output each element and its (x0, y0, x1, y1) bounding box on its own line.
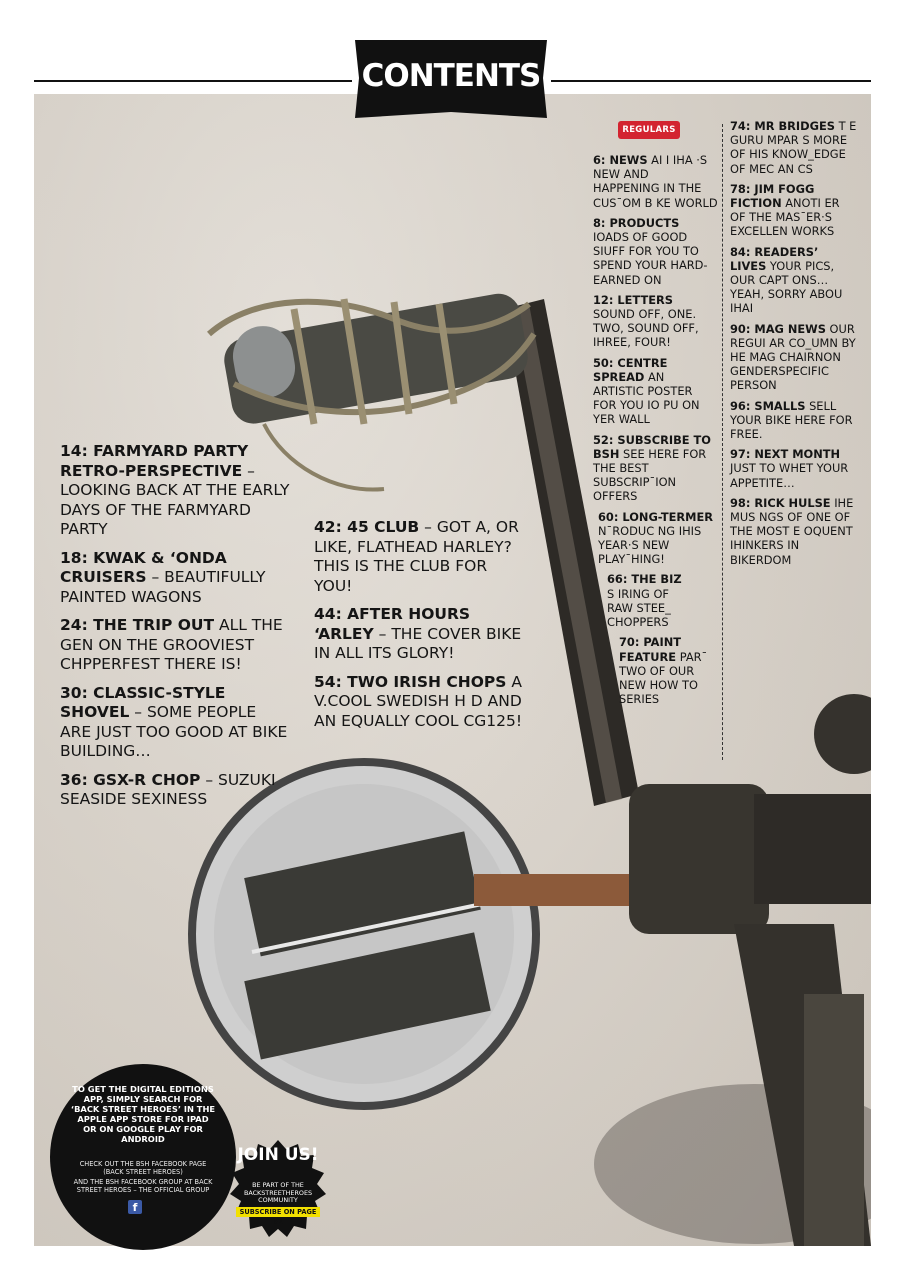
regular-desc: IHE MUS NGS OF ONE OF THE MOST E OQUENT IHINKERS IN BIKERDOM (730, 495, 854, 567)
regular-item[interactable] (730, 496, 858, 567)
regular-item[interactable] (593, 216, 718, 287)
feature-separator: – (242, 461, 255, 480)
regular-item[interactable] (619, 635, 711, 706)
feature-title: 54: TWO IRISH CHOPS (314, 672, 507, 691)
regulars-list-left (593, 153, 718, 712)
feature-separator: – (419, 518, 437, 536)
feature-item[interactable] (60, 616, 292, 675)
regular-desc: SOUND OFF, ONE. TWO, SOUND OFF, IHREE, FOUR! (593, 307, 699, 350)
regular-title: 8: PRODUCTS (593, 215, 680, 230)
regular-desc: AN ARTISTIC POSTER FOR YOU IO PU ON YER WALL (593, 369, 700, 427)
feature-item[interactable] (314, 673, 530, 732)
regular-desc: IOADS OF GOOD SIUFF FOR YOU TO SPEND YOUR HARD-EARNED ON (593, 230, 708, 287)
feature-desc: ALL THE GEN ON THE GROOVIEST CHPPERFEST THERE IS! (60, 616, 283, 673)
feature-desc: SUZUKI SEASIDE SEXINESS (60, 770, 276, 808)
feature-title: 44: AFTER HOURS ‘ARLEY (314, 605, 471, 643)
feature-item[interactable] (60, 442, 292, 540)
feature-desc: A V.COOL SWEDISH H D AND AN EQUALLY COOL CG125! (314, 672, 523, 730)
join-us-title: JOIN US! (237, 1145, 319, 1165)
digital-edition-badge[interactable] (50, 1064, 236, 1250)
regular-title: 12: LETTERS (593, 292, 673, 307)
regular-title: 84: READERS’ LIVES (730, 244, 819, 273)
feature-item[interactable] (314, 605, 530, 664)
feature-title: 42: 45 CLUB (314, 518, 420, 536)
regular-desc: SELL YOUR BIKE HERE FOR FREE. (730, 398, 853, 442)
regular-desc: S IRING OF RAW STEE_ CHOPPERS (607, 586, 671, 630)
regular-item[interactable] (730, 119, 858, 176)
regular-title: 78: JIM FOGG FICTION (730, 181, 815, 211)
regular-title: 66: THE BIZ (607, 572, 682, 587)
regular-title: 90: MAG NEWS (730, 321, 826, 336)
regulars-list-right (730, 119, 858, 573)
feature-item[interactable] (60, 771, 292, 810)
regulars-badge: REGULARS (618, 121, 680, 139)
feature-desc: SOME PEOPLE ARE JUST TOO GOOD AT BIKE BUILDING… (60, 703, 288, 760)
facebook-group-text: AND THE BSH FACEBOOK GROUP AT BACK STREET HEROES – THE OFFICIAL GROUP (73, 1178, 213, 1194)
feature-title: 18: KWAK & ‘ONDA CRUISERS (60, 548, 227, 586)
regular-item[interactable] (607, 572, 687, 629)
feature-title: 36: GSX-R CHOP (60, 770, 201, 789)
regulars-divider (722, 124, 723, 760)
regular-desc: T E GURU MPAR S MORE OF HIS KNOW_EDGE OF MEC AN CS (730, 119, 857, 176)
regular-item[interactable] (730, 245, 858, 316)
feature-separator: – (129, 703, 147, 721)
feature-separator: – (146, 568, 165, 586)
digital-edition-text: TO GET THE DIGITAL EDITIONS APP, SIMPLY SEARCH FOR ‘BACK STREET HEROES’ IN THE APPLE APP STORE FOR IPAD OR ON GOOGLE PLAY FOR ANDROID (70, 1084, 216, 1144)
feature-desc: BEAUTIFULLY PAINTED WAGONS (60, 568, 266, 606)
feature-item[interactable] (60, 549, 292, 608)
regular-item[interactable] (593, 153, 718, 210)
regular-desc: SEE HERE FOR THE BEST SUBSCRIP¯ION OFFERS (593, 446, 707, 504)
regular-title: 6: NEWS (593, 153, 648, 167)
feature-list (60, 442, 292, 819)
feature-title: 14: FARMYARD PARTY RETRO-PERSPECTIVE (60, 442, 249, 480)
header-rule-left (34, 80, 352, 82)
regular-title: 52: SUBSCRIBE TO BSH (593, 432, 711, 461)
feature-item[interactable] (314, 518, 530, 596)
regular-item[interactable] (730, 322, 858, 393)
page-title: CONTENTS (361, 58, 541, 94)
regular-item[interactable] (730, 447, 858, 490)
regular-item[interactable] (730, 399, 858, 442)
feature-title: 30: CLASSIC-STYLE SHOVEL (60, 683, 226, 721)
feature-title: 24: THE TRIP OUT (60, 616, 215, 634)
regular-desc: PAR¯ TWO OF OUR NEW HOW TO SERIES (619, 649, 708, 707)
feature-item[interactable] (60, 684, 292, 762)
subscribe-cta[interactable]: SUBSCRIBE ON PAGE 52 (236, 1207, 320, 1217)
regular-title: 98: RICK HULSE (730, 495, 831, 510)
header-rule-right (551, 80, 871, 82)
regular-title: 60: LONG-TERMER (598, 509, 714, 524)
regular-title: 50: CENTRE SPREAD (593, 355, 668, 384)
facebook-page-text: CHECK OUT THE BSH FACEBOOK PAGE (BACK STREET HEROES) (79, 1160, 207, 1176)
join-us-subtitle: BE PART OF THE BACKSTREETHEROES COMMUNITY (243, 1181, 313, 1204)
feature-separator: – (373, 624, 392, 643)
regular-item[interactable] (593, 293, 718, 350)
facebook-icon[interactable]: f (128, 1200, 142, 1214)
regular-desc: JUST TO WHET YOUR APPETITE… (730, 461, 849, 490)
regular-title: 70: PAINT FEATURE (619, 635, 682, 664)
regular-desc: ANOTI ER OF THE MAS¯ER·S EXCELLEN WORKS (730, 196, 840, 239)
feature-desc: THE COVER BIKE IN ALL ITS GLORY! (314, 624, 522, 662)
regular-item[interactable] (593, 433, 718, 504)
regular-item[interactable] (730, 182, 858, 239)
regular-desc: N¯RODUC NG IHIS YEAR·S NEW PLAY¯HING! (598, 523, 702, 567)
regular-title: 96: SMALLS (730, 398, 806, 413)
regular-desc: YOUR PICS, OUR CAPT ONS… YEAH, SORRY ABOU IHAI (730, 258, 843, 316)
regular-title: 74: MR BRIDGES (730, 119, 835, 133)
regular-item[interactable] (598, 510, 718, 567)
feature-separator: – (200, 770, 218, 789)
feature-desc: LOOKING BACK AT THE EARLY DAYS OF THE FARMYARD PARTY (60, 481, 290, 538)
regular-desc: OUR REGUI AR CO_UMN BY HE MAG CHAIRNON GENDERSPECIFIC PERSON (730, 321, 856, 393)
regular-desc: AI I IHA ·S NEW AND HAPPENING IN THE CUS¯OM B KE WORLD (593, 153, 718, 210)
regular-item[interactable] (593, 356, 718, 427)
mid-feature-list (314, 518, 530, 740)
feature-desc: GOT A, OR LIKE, FLATHEAD HARLEY? THIS IS THE CLUB FOR YOU! (314, 518, 519, 595)
regular-title: 97: NEXT MONTH (730, 447, 841, 462)
